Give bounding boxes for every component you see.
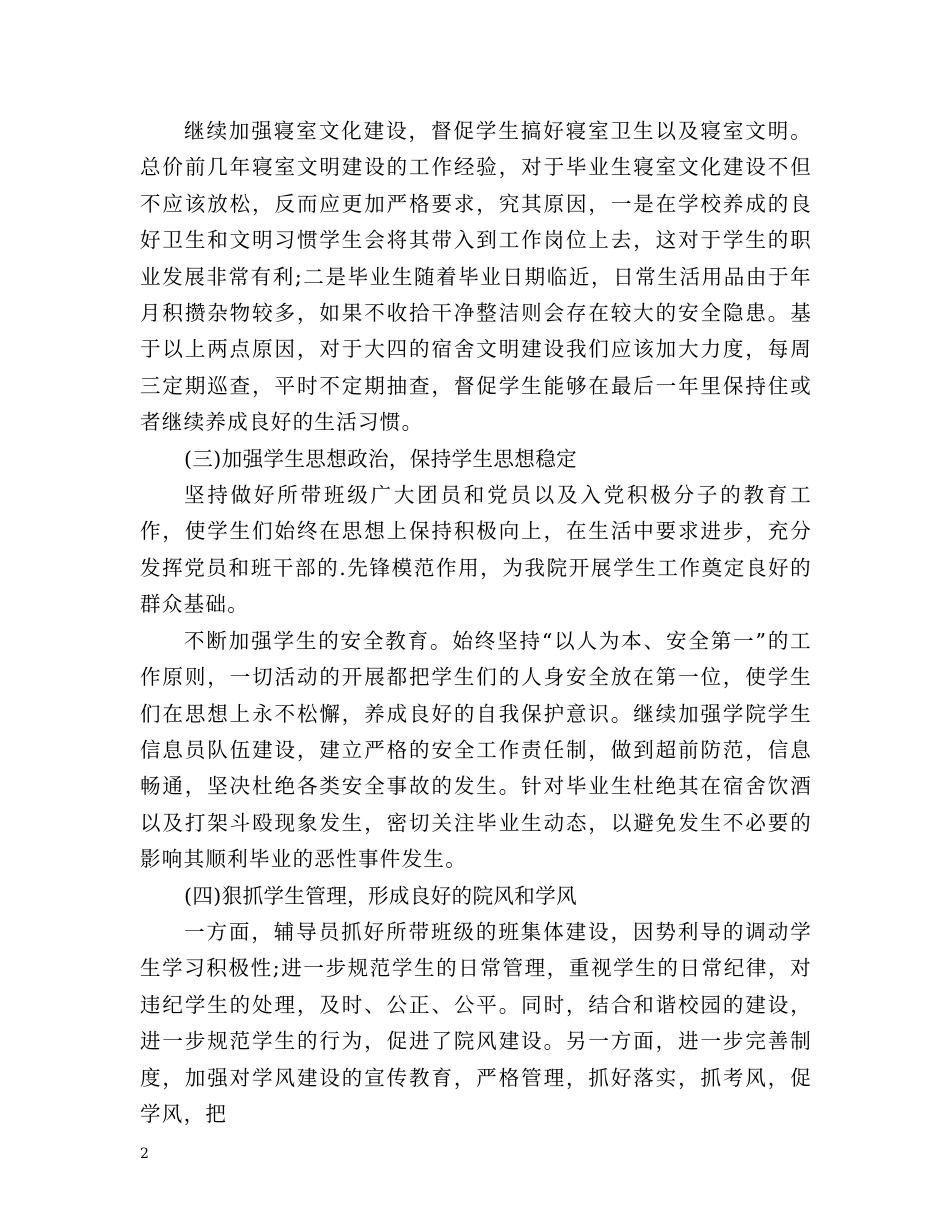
paragraph-party-members: 坚持做好所带班级广大团员和党员以及入党积极分子的教育工作，使学生们始终在思想上保持积极向上，在生活中要求进步，充分发挥党员和班干部的.先锋模范作用，为我院开展学生工作奠定良好的群众基础。	[140, 483, 812, 617]
section-heading-4: (四)狠抓学生管理，形成良好的院风和学风	[184, 883, 577, 908]
document-body	[140, 113, 812, 1132]
section-heading-3: (三)加强学生思想政治，保持学生思想稳定	[184, 446, 577, 471]
paragraph-dorm-culture: 继续加强寝室文化建设，督促学生搞好寝室卫生以及寝室文明。总价前几年寝室文明建设的工作经验，对于毕业生寝室文化建设不但不应该放松，反而应更加严格要求，究其原因，一是在学校养成的良好卫生和文明习惯学生会将其带入到工作岗位上去，这对于学生的职业发展非常有利;二是毕业生随着毕业日期临近，日常生活用品由于年月积攒杂物较多，如果不收拾干净整洁则会存在较大的安全隐患。基于以上两点原因，对于大四的宿舍文明建设我们应该加大力度，每周三定期巡查，平时不定期抽查，督促学生能够在最后一年里保持住或者继续养成良好的生活习惯。	[140, 119, 812, 435]
page-number: 2	[140, 1146, 149, 1162]
paragraph-safety-education: 不断加强学生的安全教育。始终坚持“以人为本、安全第一”的工作原则，一切活动的开展都把学生们的人身安全放在第一位，使学生们在思想上永不松懈，养成良好的自我保护意识。继续加强学院学生信息员队伍建设，建立严格的安全工作责任制，做到超前防范，信息畅通，坚决杜绝各类安全事故的发生。针对毕业生杜绝其在宿舍饮酒以及打架斗殴现象发生，密切关注毕业生动态，以避免发生不必要的影响其顺利毕业的恶性事件发生。	[140, 628, 812, 872]
paragraph-student-management: 一方面，辅导员抓好所带班级的班集体建设，因势利导的调动学生学习积极性;进一步规范学生的日常管理，重视学生的日常纪律，对违纪学生的处理，及时、公正、公平。同时，结合和谐校园的建设，进一步规范学生的行为，促进了院风建设。另一方面，进一步完善制度，加强对学风建设的宣传教育，严格管理，抓好落实，抓考风，促学风，把	[140, 919, 812, 1126]
